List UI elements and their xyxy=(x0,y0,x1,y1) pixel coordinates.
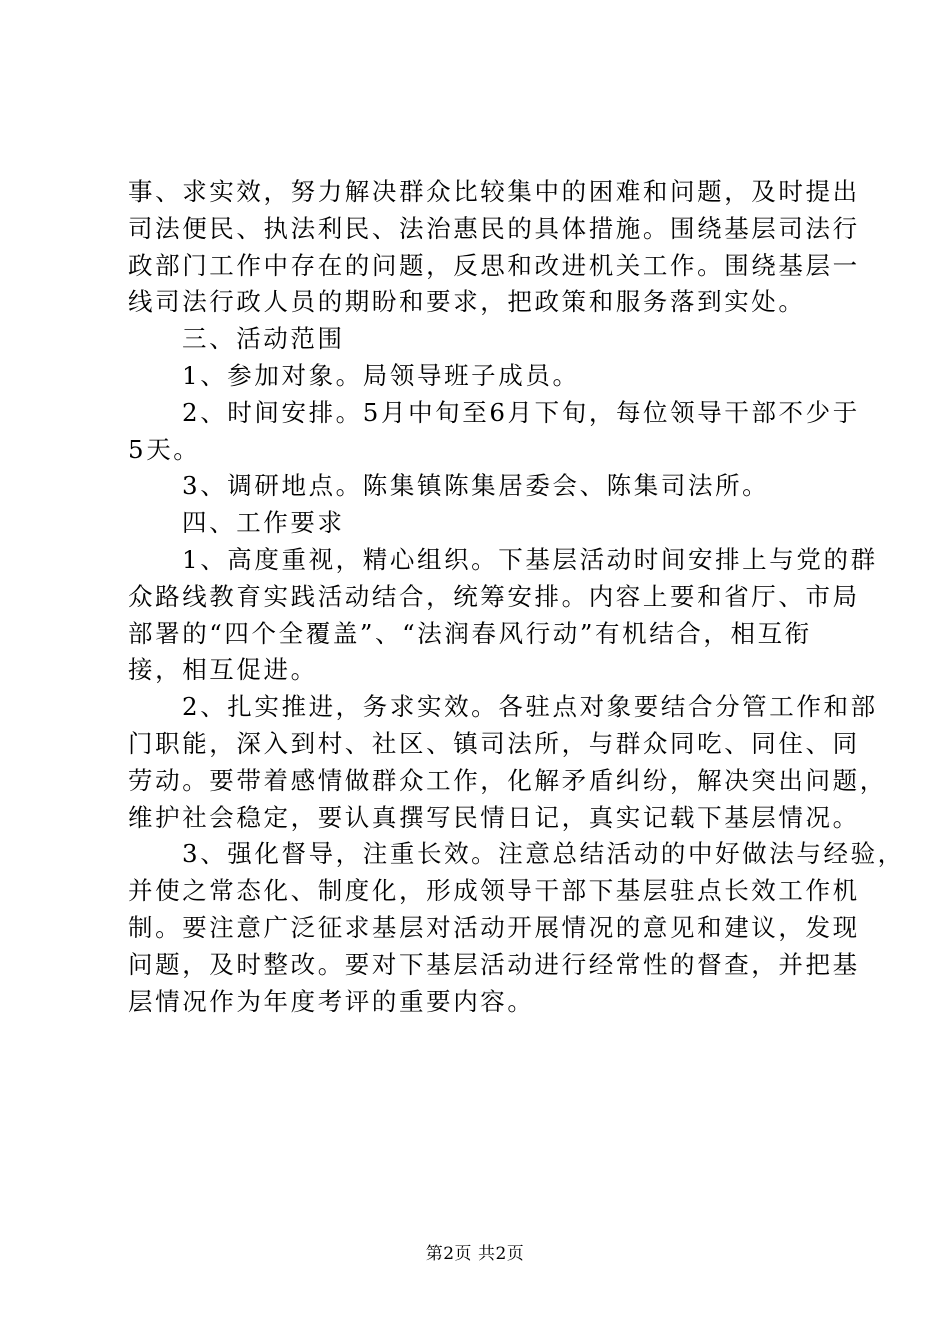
section-4-heading: 四、工作要求 xyxy=(182,508,345,538)
text-line: 门职能，深入到村、社区、镇司法所，与群众同吃、同住、同 xyxy=(128,728,860,758)
document-body xyxy=(128,174,905,1020)
text-line: 司法便民、执法利民、法治惠民的具体措施。围绕基层司法行 xyxy=(128,213,860,243)
text-line: 5天。 xyxy=(128,434,201,464)
section-3-item-1: 1、参加对象。局领导班子成员。 xyxy=(182,360,580,390)
text-line: 问题，及时整改。要对下基层活动进行经常性的督查，并把基 xyxy=(128,949,860,979)
text-line: 层情况作为年度考评的重要内容。 xyxy=(128,986,535,1016)
section-4-item-2 xyxy=(128,689,887,836)
section-3-item-3: 3、调研地点。陈集镇陈集居委会、陈集司法所。 xyxy=(182,471,770,501)
text-line: 劳动。要带着感情做群众工作，化解矛盾纠纷，解决突出问题， xyxy=(128,765,887,795)
text-line: 并使之常态化、制度化，形成领导干部下基层驻点长效工作机 xyxy=(128,876,860,906)
text-line: 2、时间安排。5月中旬至6月下旬，每位领导干部不少于 xyxy=(182,397,860,427)
text-line: 1、高度重视，精心组织。下基层活动时间安排上与党的群 xyxy=(182,544,878,574)
text-line: 3、强化督导，注重长效。注意总结活动的中好做法与经验， xyxy=(182,839,905,869)
text-line: 制。要注意广泛征求基层对活动开展情况的意见和建议，发现 xyxy=(128,912,860,942)
section-4-item-1 xyxy=(128,542,878,689)
text-line: 众路线教育实践活动结合，统筹安排。内容上要和省厅、市局 xyxy=(128,581,860,611)
text-line: 政部门工作中存在的问题，反思和改进机关工作。围绕基层一 xyxy=(128,250,860,280)
section-3-heading: 三、活动范围 xyxy=(182,324,345,354)
text-line: 线司法行政人员的期盼和要求，把政策和服务落到实处。 xyxy=(128,287,806,317)
section-4-item-3 xyxy=(128,836,905,1020)
text-line: 部署的“四个全覆盖”、“法润春风行动”有机结合，相互衔 xyxy=(128,618,812,648)
text-line: 事、求实效，努力解决群众比较集中的困难和问题，及时提出 xyxy=(128,177,860,206)
intro-paragraph xyxy=(128,174,860,321)
page-footer xyxy=(0,1244,950,1264)
section-3-item-2 xyxy=(128,395,860,469)
text-line: 接，相互促进。 xyxy=(128,655,318,685)
text-line: 2、扎实推进，务求实效。各驻点对象要结合分管工作和部 xyxy=(182,692,878,722)
text-line: 维护社会稳定，要认真撰写民情日记，真实记载下基层情况。 xyxy=(128,802,860,832)
page-number: 第2页 共2页 xyxy=(425,1244,525,1264)
